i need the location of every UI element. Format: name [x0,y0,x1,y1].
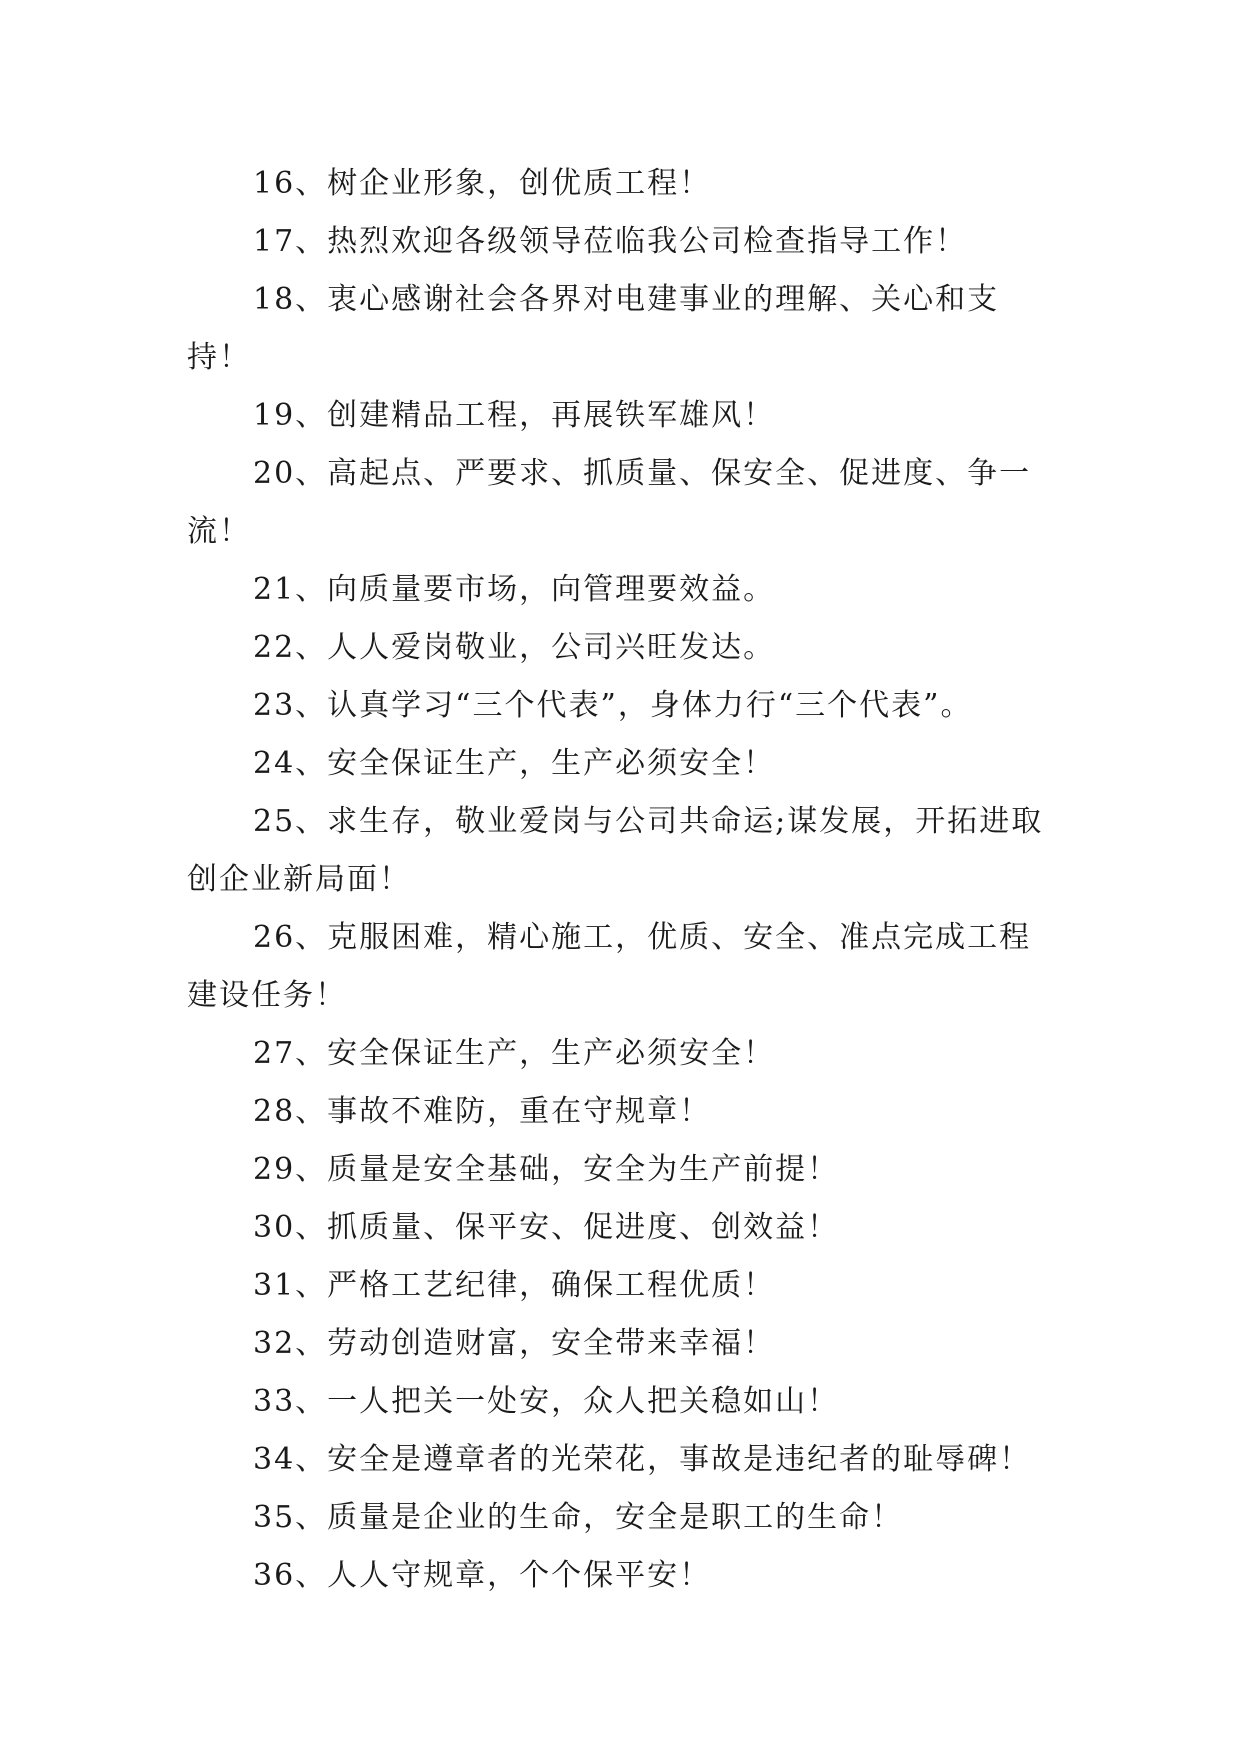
slogan-paragraph: 20、高起点、严要求、抓质量、保安全、促进度、争一流！ [187,456,1032,549]
slogan-paragraph: 18、衷心感谢社会各界对电建事业的理解、关心和支持！ [187,282,1000,375]
slogan-paragraph: 21、向质量要市场，向管理要效益。 [253,572,776,607]
slogan-paragraph: 35、质量是企业的生命，安全是职工的生命！ [253,1500,904,1535]
slogan-paragraph: 30、抓质量、保平安、促进度、创效益！ [253,1210,840,1245]
slogan-paragraph: 36、人人守规章，个个保平安！ [253,1558,712,1593]
slogan-paragraph: 23、认真学习“三个代表”，身体力行“三个代表”。 [253,688,973,723]
slogan-paragraph: 34、安全是遵章者的光荣花，事故是违纪者的耻辱碑！ [253,1442,1032,1477]
slogan-paragraph: 16、树企业形象，创优质工程！ [253,166,712,201]
slogan-paragraph: 31、严格工艺纪律，确保工程优质！ [253,1268,776,1303]
slogan-paragraph: 27、安全保证生产，生产必须安全！ [253,1036,776,1071]
slogan-paragraph: 29、质量是安全基础，安全为生产前提！ [253,1152,840,1187]
slogan-paragraph: 33、一人把关一处安，众人把关稳如山！ [253,1384,840,1419]
slogan-paragraph: 32、劳动创造财富，安全带来幸福！ [253,1326,776,1361]
slogan-paragraph: 24、安全保证生产，生产必须安全！ [253,746,776,781]
slogan-paragraph: 19、创建精品工程，再展铁军雄风！ [253,398,776,433]
document-body [187,155,1057,1605]
slogan-paragraph: 25、求生存，敬业爱岗与公司共命运;谋发展，开拓进取创企业新局面！ [187,804,1044,897]
slogan-paragraph: 17、热烈欢迎各级领导莅临我公司检查指导工作！ [253,224,968,259]
slogan-paragraph: 26、克服困难，精心施工，优质、安全、准点完成工程建设任务！ [187,920,1032,1013]
slogan-paragraph: 22、人人爱岗敬业，公司兴旺发达。 [253,630,776,665]
slogan-paragraph: 28、事故不难防，重在守规章！ [253,1094,712,1129]
